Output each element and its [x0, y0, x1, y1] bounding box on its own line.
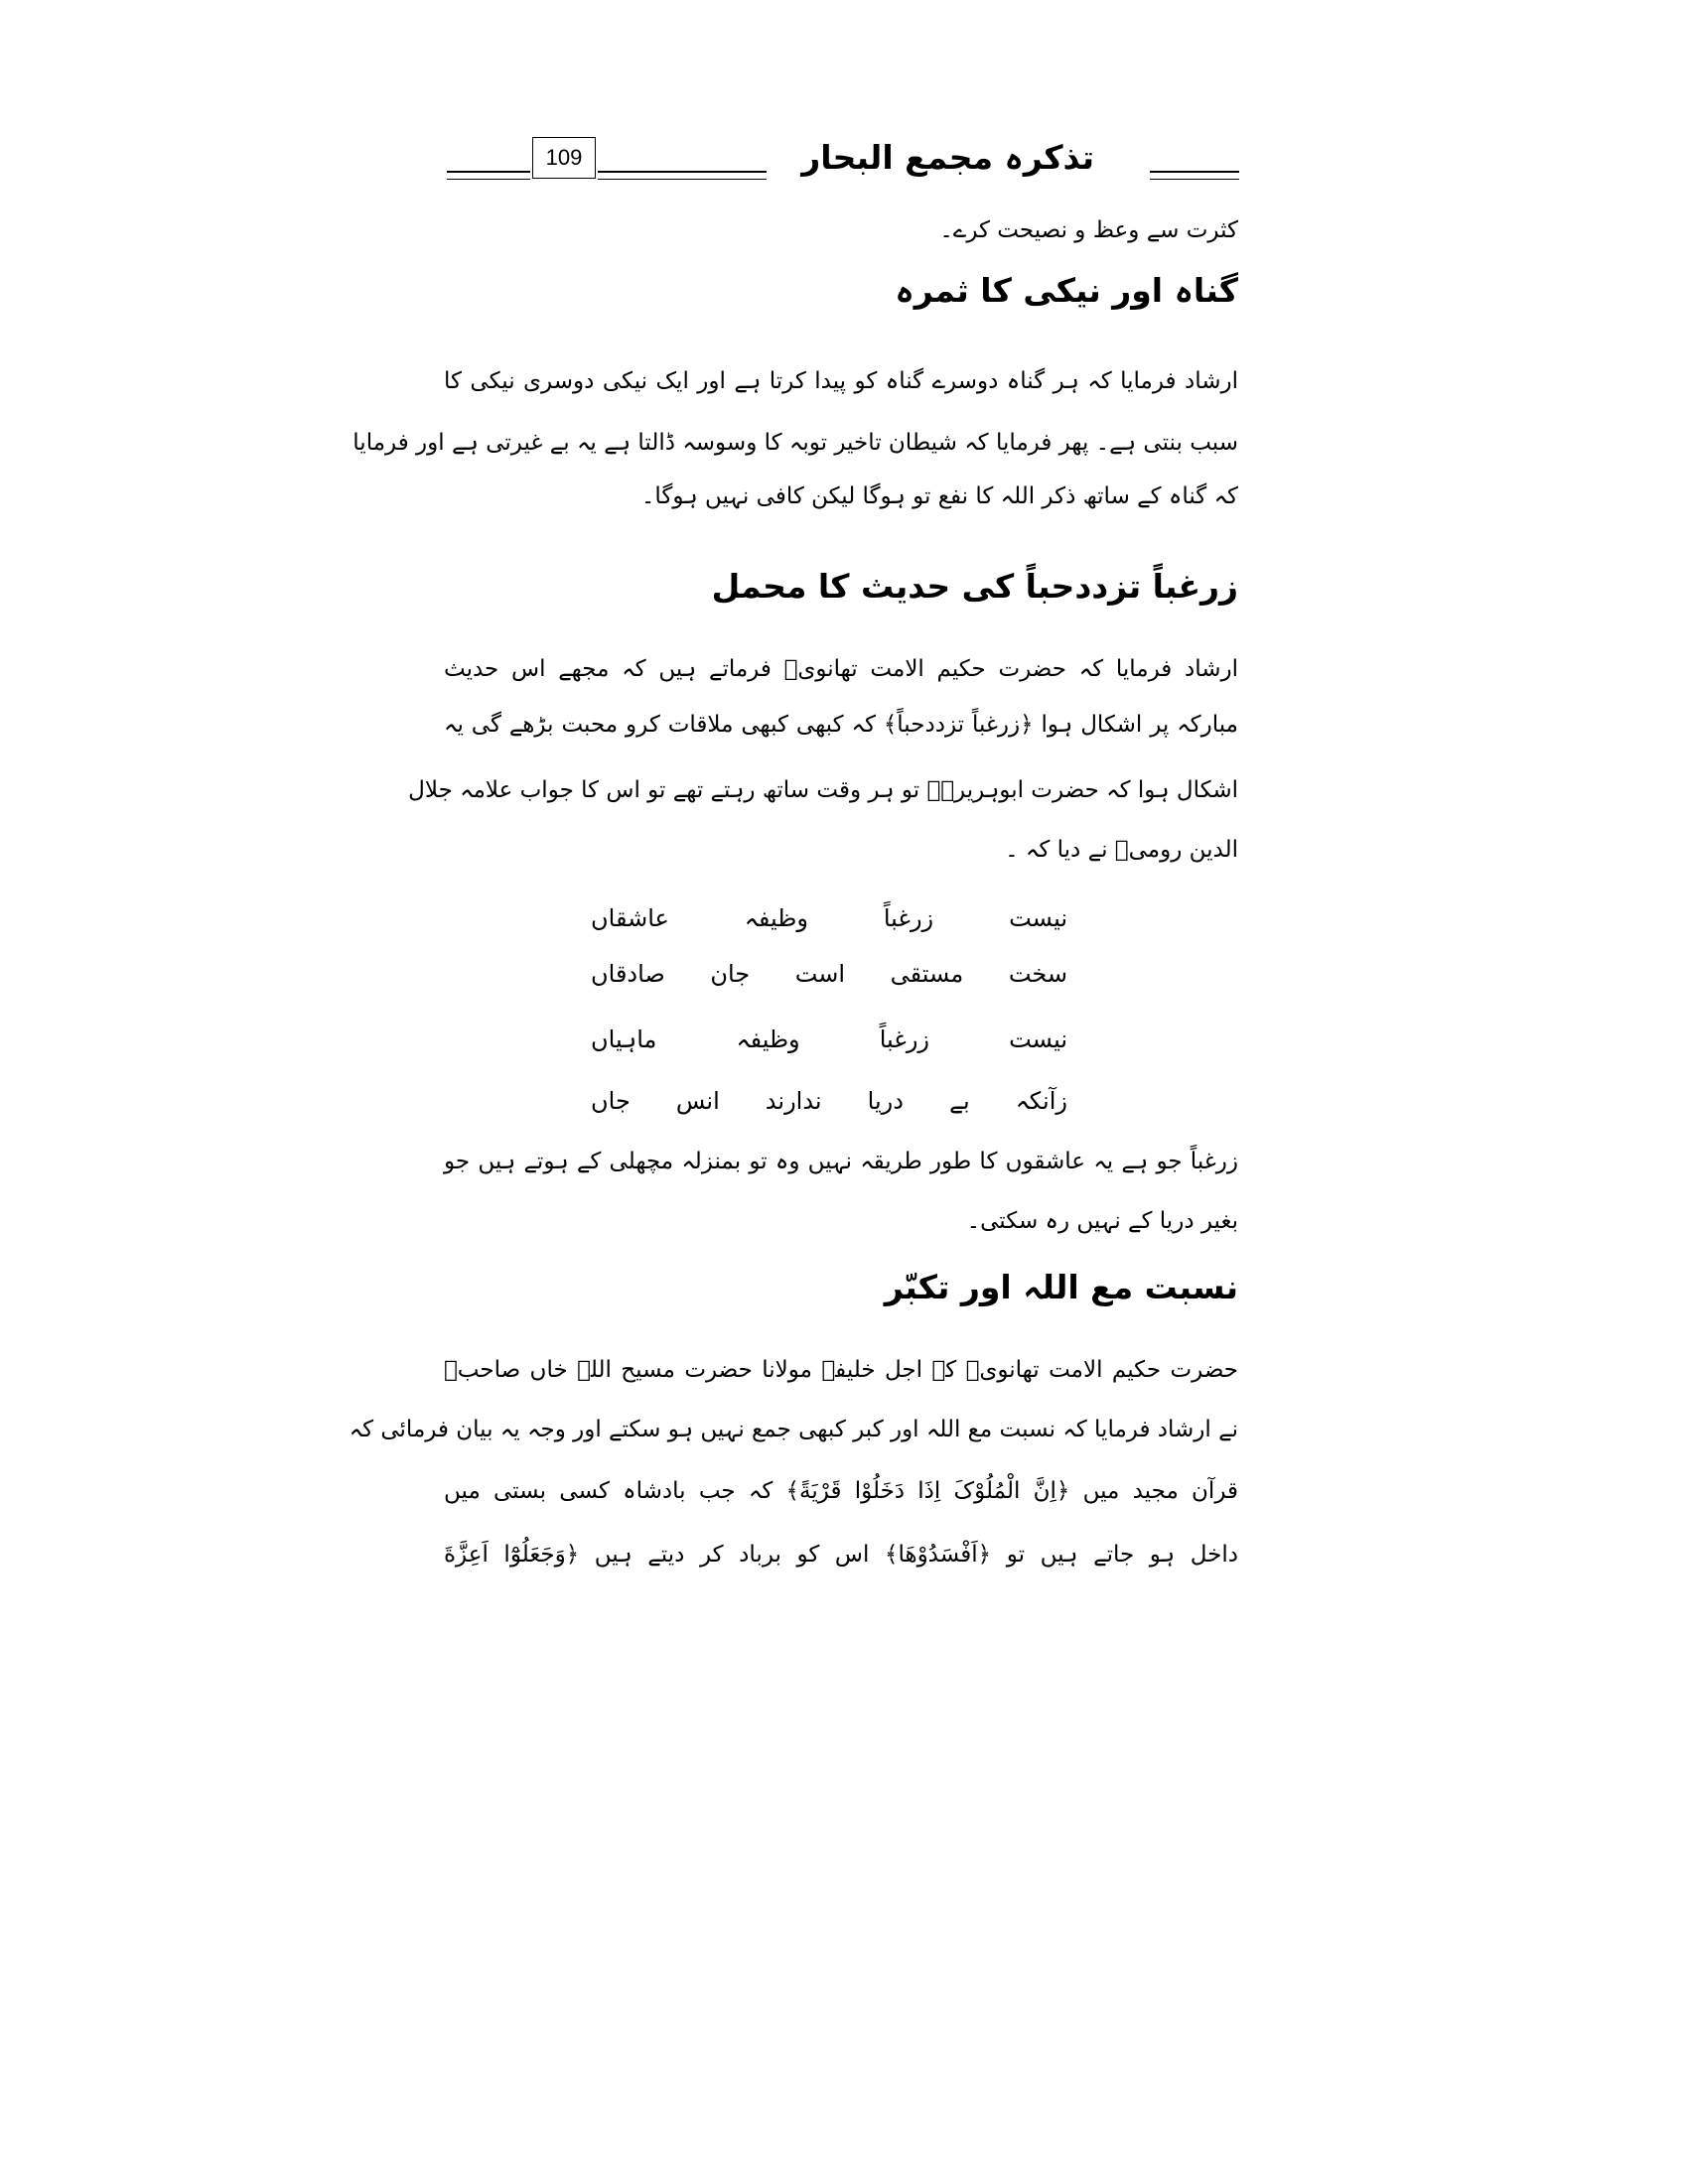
paragraph-line: کہ گناہ کے ساتھ ذکر اللہ کا نفع تو ہوگا لیکن کافی نہیں ہوگا۔ — [640, 483, 1238, 509]
section-heading: گناہ اور نیکی کا ثمرہ — [895, 271, 1238, 310]
section-heading: نسبت مع اللہ اور تکبّر — [884, 1268, 1238, 1306]
paragraph-line: سبب بنتی ہے۔ پھر فرمایا کہ شیطان تاخیر توبہ کا وسوسہ ڈالتا ہے یہ بے غیرتی ہے اور فرمایا — [352, 430, 1238, 456]
header-rule-left-thin — [447, 179, 530, 180]
poem-word: عاشقاں — [591, 904, 669, 932]
header-rule-middle — [598, 171, 767, 173]
poem-word: ندارند — [765, 1087, 822, 1115]
poem-word: مستقی — [890, 960, 964, 988]
paragraph-line: حضرت حکیم الامت تھانویؒ کے اجل خلیفہ مولانا حضرت مسیح اللہ خاں صاحبؒ — [444, 1357, 1238, 1383]
paragraph-line: ارشاد فرمایا کہ ہر گناہ دوسرے گناہ کو پیدا کرتا ہے اور ایک نیکی دوسری نیکی کا — [444, 368, 1238, 394]
poem-word: انس — [675, 1087, 720, 1115]
header-rule-middle-thin — [598, 179, 767, 180]
poem-verse — [591, 899, 1067, 937]
header-title: تذکرہ مجمع البحار — [801, 138, 1094, 177]
poem-word: زآنکہ — [1015, 1087, 1067, 1115]
paragraph-line: قرآن مجید میں ﴿اِنَّ الْمُلُوْکَ اِذَا دَخَلُوْا قَرْیَةً﴾ کہ جب بادشاہ کسی بستی میں — [444, 1478, 1238, 1504]
poem-verse — [591, 1021, 1067, 1058]
paragraph-line: زرغباً جو ہے یہ عاشقوں کا طور طریقہ نہیں وہ تو بمنزلہ مچھلی کے ہوتے ہیں جو — [444, 1149, 1238, 1174]
header-rule-right-thin — [1150, 179, 1239, 180]
poem-word: جان — [710, 960, 751, 988]
poem-word: سخت — [1008, 960, 1067, 988]
poem-word: نیست — [1009, 904, 1067, 932]
header-rule-left — [447, 171, 530, 173]
paragraph-line: بغیر دریا کے نہیں رہ سکتی۔ — [966, 1208, 1238, 1234]
paragraph-line: داخل ہو جاتے ہیں تو ﴿اَفْسَدُوْھَا﴾ اس کو برباد کر دیتے ہیں ﴿وَجَعَلُوْٓا اَعِزَّةَ — [444, 1542, 1238, 1568]
poem-verse — [591, 955, 1067, 993]
poem-verse — [591, 1082, 1067, 1120]
paragraph-line: مبارکہ پر اشکال ہوا ﴿زرغباً تزددحباً﴾ کہ کبھی کبھی ملاقات کرو محبت بڑھے گی یہ — [444, 712, 1238, 738]
poem-word: زرغباً — [883, 904, 934, 932]
poem-word: بے — [948, 1087, 970, 1115]
poem-word: ماہیاں — [591, 1025, 657, 1053]
intro-line: کثرت سے وعظ و نصیحت کرے۔ — [939, 217, 1238, 243]
poem-word: صادقاں — [591, 960, 665, 988]
poem-word: است — [794, 960, 846, 988]
poem-word: دریا — [867, 1087, 904, 1115]
paragraph-line: اشکال ہوا کہ حضرت ابوہریرہؓ تو ہر وقت ساتھ رہتے تھے تو اس کا جواب علامہ جلال — [408, 777, 1238, 803]
poem-word: نیست — [1009, 1025, 1067, 1053]
page-number: 109 — [532, 137, 596, 179]
paragraph-line: ارشاد فرمایا کہ حضرت حکیم الامت تھانویؒ فرماتے ہیں کہ مجھے اس حدیث — [444, 656, 1238, 682]
poem-word: وظیفہ — [744, 904, 808, 932]
paragraph-line: الدین رومیؒ نے دیا کہ ۔ — [1005, 837, 1238, 863]
poem-word: زرغباً — [879, 1025, 930, 1053]
header-rule-right — [1150, 171, 1239, 173]
paragraph-line: نے ارشاد فرمایا کہ نسبت مع اللہ اور کبر کبھی جمع نہیں ہو سکتے اور وجہ یہ بیان فرمائی کہ — [349, 1417, 1238, 1442]
poem-word: وظیفہ — [736, 1025, 800, 1053]
section-heading: زرغباً تزددحباً کی حدیث کا محمل — [711, 567, 1238, 606]
poem-word: جاں — [591, 1087, 631, 1115]
